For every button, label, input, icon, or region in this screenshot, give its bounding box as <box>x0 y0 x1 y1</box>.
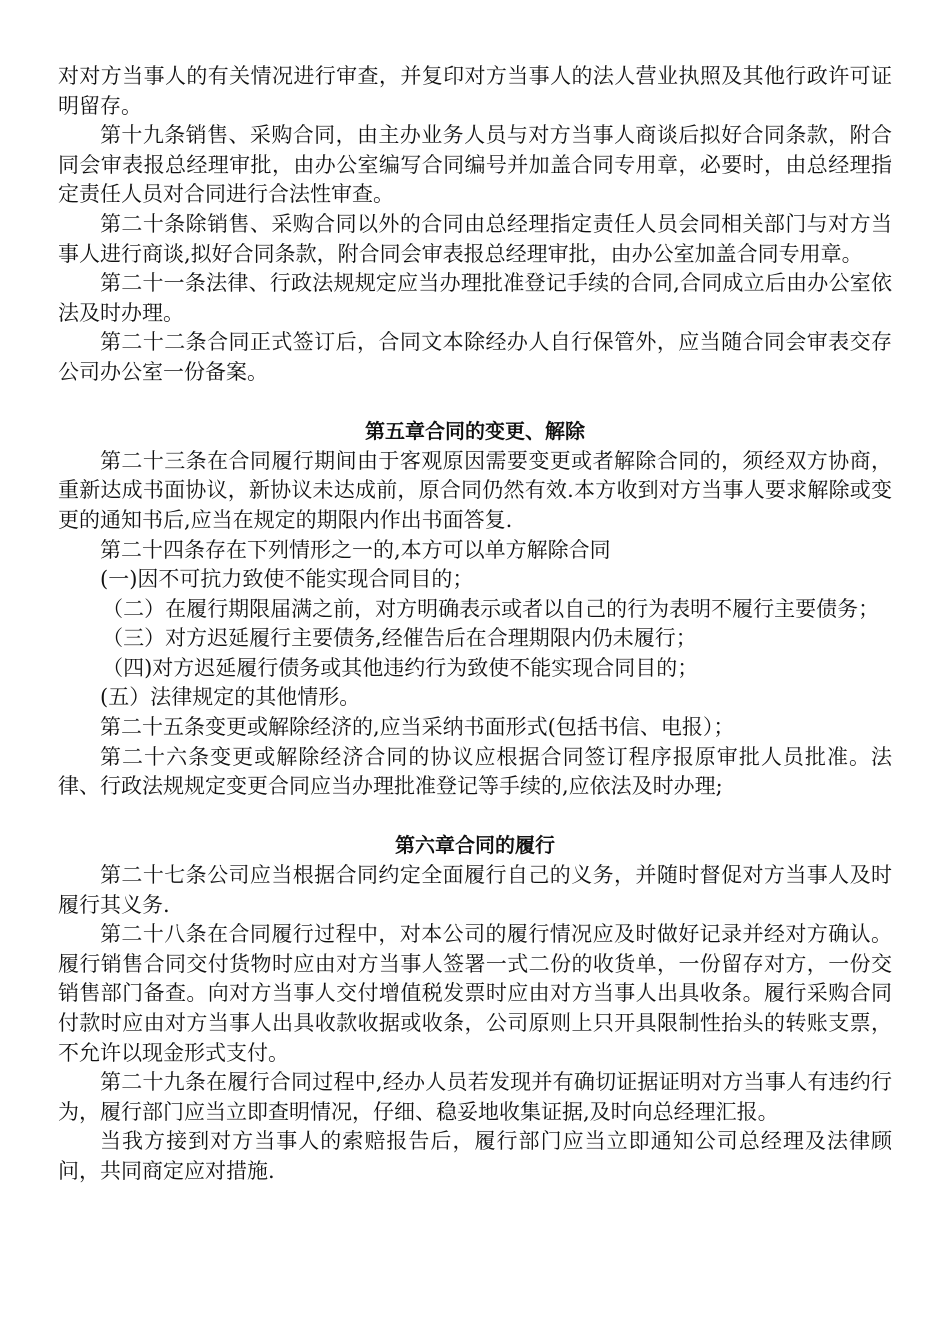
article-25: 第二十五条变更或解除经济的,应当采纳书面形式(包括书信、电报）； <box>100 715 735 740</box>
article-21: 第二十一条法律、行政法规规定应当办理批准登记手续的合同,合同成立后由办公室依法及时办理。 <box>58 271 892 325</box>
section-spacer <box>58 802 892 832</box>
article-24-item-5: (五）法律规定的其他情形。 <box>100 685 361 710</box>
article-24: 第二十四条存在下列情形之一的,本方可以单方解除合同 <box>100 537 611 562</box>
article-24-item-2: （二）在履行期限届满之前，对方明确表示或者以自己的行为表明不履行主要债务； <box>102 596 880 621</box>
chapter-6-heading: 第六章合同的履行 <box>395 833 555 858</box>
article-28: 第二十八条在合同履行过程中，对本公司的履行情况应及时做好记录并经对方确认。履行销售合同交付货物时应由对方当事人签署一式二份的收货单，一份留存对方，一份交销售部门备查。向对方当事人交付增值税发票时应由对方当事人出具收条。履行采购合同付款时应由对方当事人出具收款收据或收条，公司原则上只开具限制性抬头的转账支票，不允许以现金形式支付。 <box>58 922 892 1065</box>
article-29: 第二十九条在履行合同过程中,经办人员若发现并有确切证据证明对方当事人有违约行为，履行部门应当立即查明情况，仔细、稳妥地收集证据,及时向总经理汇报。 <box>58 1070 892 1124</box>
article-23: 第二十三条在合同履行期间由于客观原因需要变更或者解除合同的，须经双方协商，重新达成书面协议，新协议未达成前，原合同仍然有效.本方收到对方当事人要求解除或变更的通知书后,应当在规定的期限内作出书面答复. <box>58 448 892 532</box>
article-27: 第二十七条公司应当根据合同约定全面履行自己的义务，并随时督促对方当事人及时履行其义务. <box>58 863 892 917</box>
article-24-item-3: （三）对方迟延履行主要债务,经催告后在合理期限内仍未履行； <box>102 626 697 651</box>
article-24-item-4: （四)对方迟延履行债务或其他违约行为致使不能实现合同目的； <box>102 655 699 680</box>
claim-handling-paragraph: 当我方接到对方当事人的索赔报告后，履行部门应当立即通知公司总经理及法律顾问，共同商定应对措施. <box>58 1129 892 1183</box>
section-spacer <box>58 388 892 418</box>
article-22: 第二十二条合同正式签订后，合同文本除经办人自行保管外，应当随合同会审表交存公司办公室一份备案。 <box>58 330 892 384</box>
paragraph-continuation: 对对方当事人的有关情况进行审查，并复印对方当事人的法人营业执照及其他行政许可证明留存。 <box>58 64 892 118</box>
chapter-5-heading: 第五章合同的变更、解除 <box>365 419 585 444</box>
article-24-item-1: (一)因不可抗力致使不能实现合同目的； <box>100 567 474 592</box>
article-19: 第十九条销售、采购合同，由主办业务人员与对方当事人商谈后拟好合同条款，附合同会审表报总经理审批，由办公室编写合同编号并加盖合同专用章，必要时，由总经理指定责任人员对合同进行合法性审查。 <box>58 123 892 207</box>
article-26: 第二十六条变更或解除经济合同的协议应根据合同签订程序报原审批人员批准。法律、行政法规规定变更合同应当办理批准登记等手续的,应依法及时办理; <box>58 744 892 799</box>
article-20: 第二十条除销售、采购合同以外的合同由总经理指定责任人员会同相关部门与对方当事人进行商谈,拟好合同条款，附合同会审表报总经理审批，由办公室加盖合同专用章。 <box>58 211 892 266</box>
